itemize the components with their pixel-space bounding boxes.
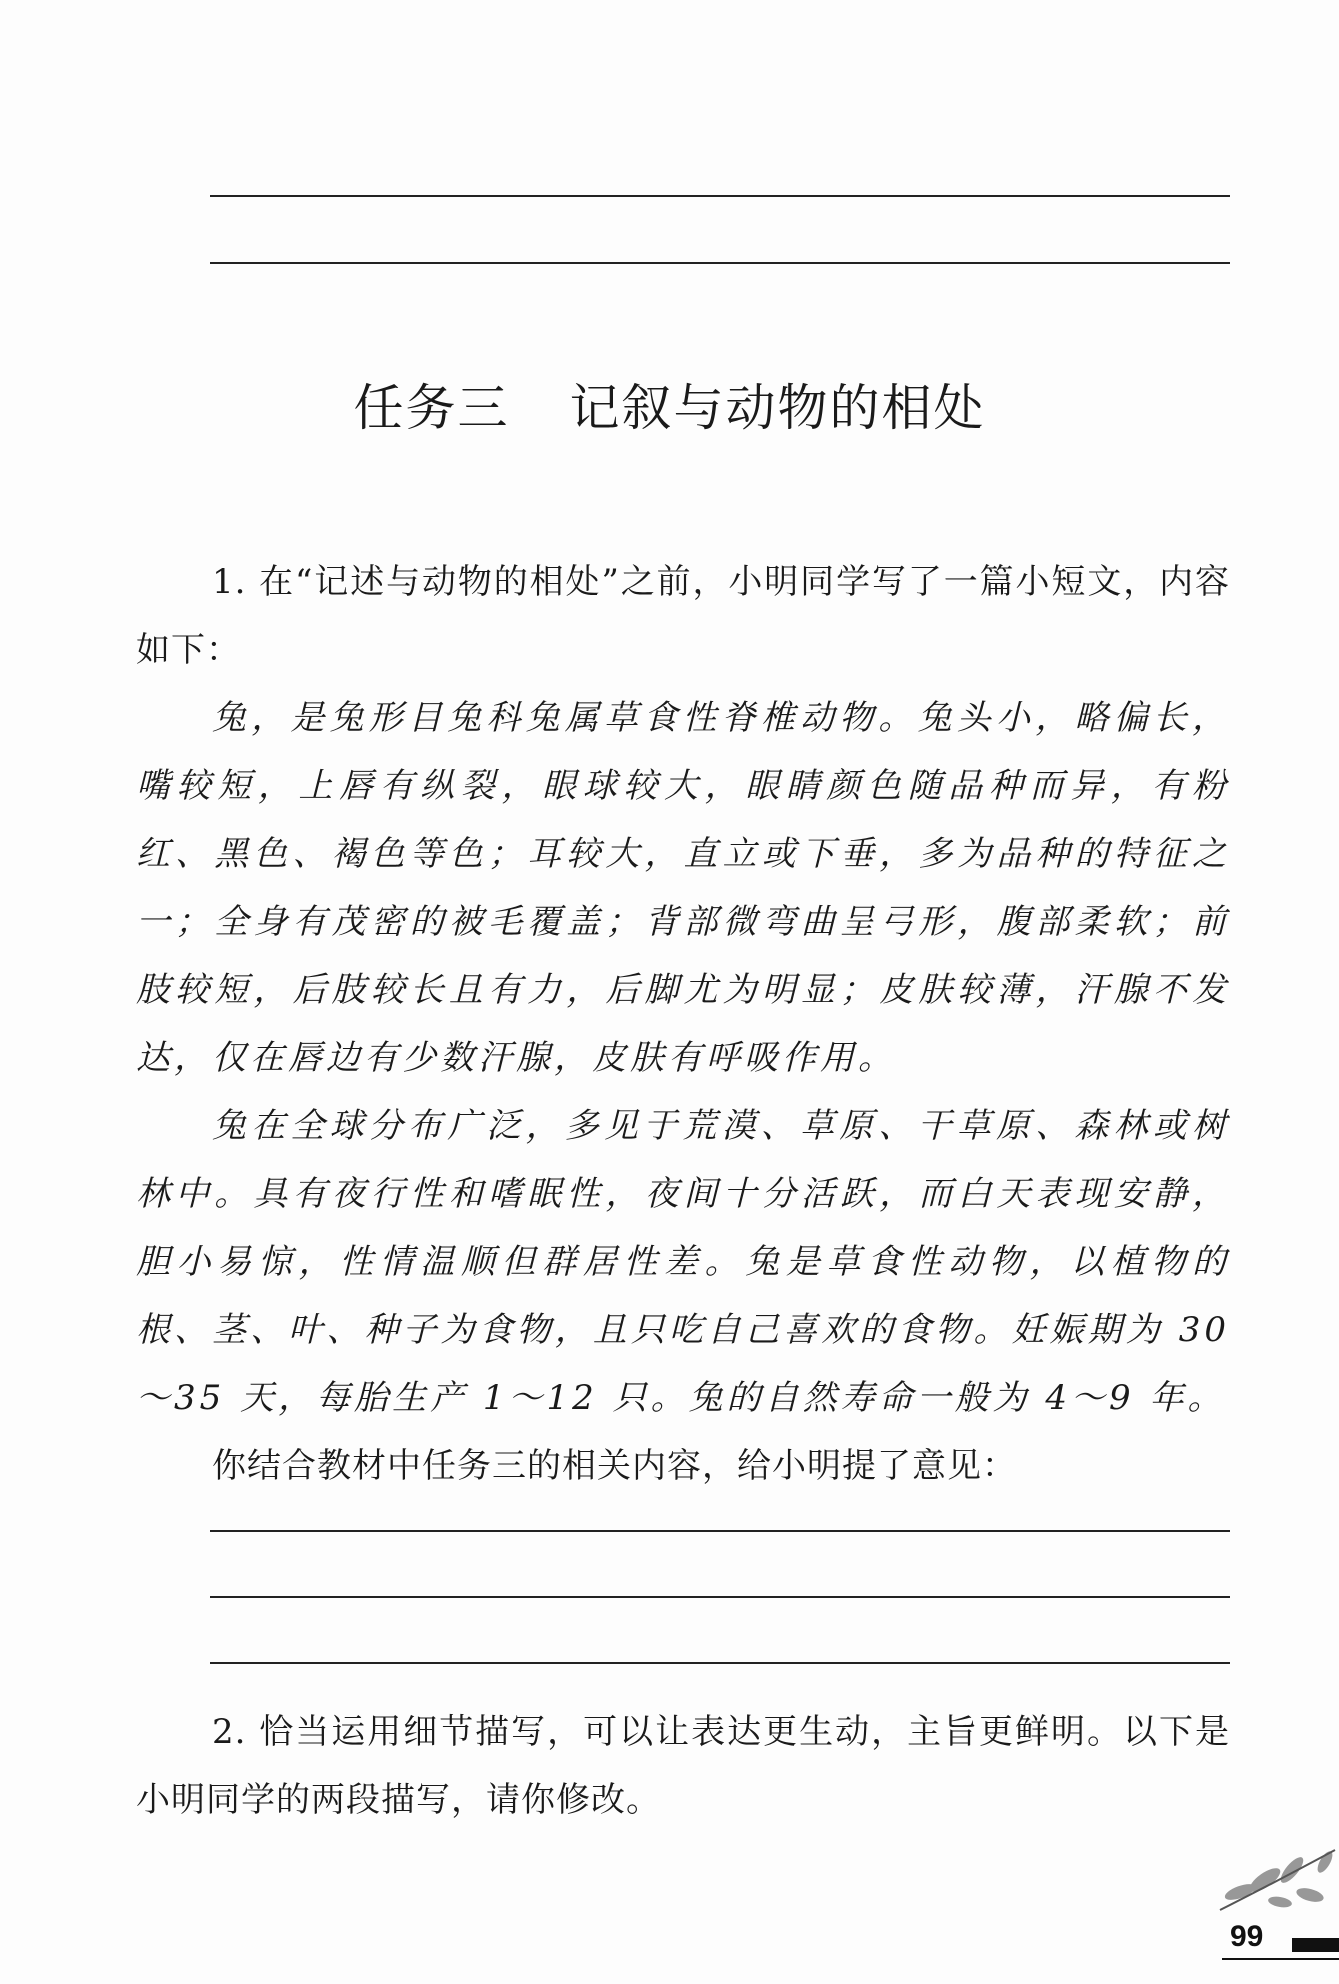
heading-task-number: 任务三 — [353, 379, 510, 437]
answer-line-3 — [210, 1662, 1230, 1664]
question-1-prompt: 你结合教材中任务三的相关内容，给小明提了意见： — [212, 1446, 1017, 1486]
answer-line-2 — [210, 1596, 1230, 1598]
heading-task-title: 记叙与动物的相处 — [569, 379, 986, 437]
essay-paragraph-1: 兔，是兔形目兔科兔属草食性脊椎动物。兔头小，略偏长，嘴较短，上唇有纵裂，眼球较大，眼睛颜色随品种而异，有粉红、黑色、褐色等色；耳较大，直立或下垂，多为品种的特征之一；全身有茂密的被毛覆盖；背部微弯曲呈弓形，腹部柔软；前肢较短，后肢较长且有力，后脚尤为明显；皮肤较薄，汗腺不发达，仅在唇边有少数汗腺，皮肤有呼吸作用。 — [136, 698, 1230, 1078]
essay-paragraph-2: 兔在全球分布广泛，多见于荒漠、草原、干草原、森林或树林中。具有夜行性和嗜眠性，夜间十分活跃，而白天表现安静，胆小易惊，性情温顺但群居性差。兔是草食性动物，以植物的根、茎、叶、种子为食物，且只吃自己喜欢的食物。妊娠期为 30～35 天，每胎生产 1～12 只。兔的自然寿命一般为 4～9 年。 — [136, 1106, 1230, 1418]
answer-line-1 — [210, 1530, 1230, 1532]
answer-line-top-2 — [210, 262, 1230, 264]
page-number-bar — [1292, 1938, 1339, 1952]
answer-line-top-1 — [210, 195, 1230, 197]
page-number: 99 — [1230, 1920, 1264, 1953]
question-1-intro: 1. 在“记述与动物的相处”之前，小明同学写了一篇小短文，内容如下： — [136, 562, 1230, 670]
page-number-underline — [1222, 1958, 1339, 1960]
section-heading — [0, 368, 1339, 440]
leaf-decoration-icon — [1210, 1840, 1339, 1920]
question-2-intro: 2. 恰当运用细节描写，可以让表达更生动，主旨更鲜明。以下是小明同学的两段描写，请你修改。 — [136, 1712, 1230, 1820]
